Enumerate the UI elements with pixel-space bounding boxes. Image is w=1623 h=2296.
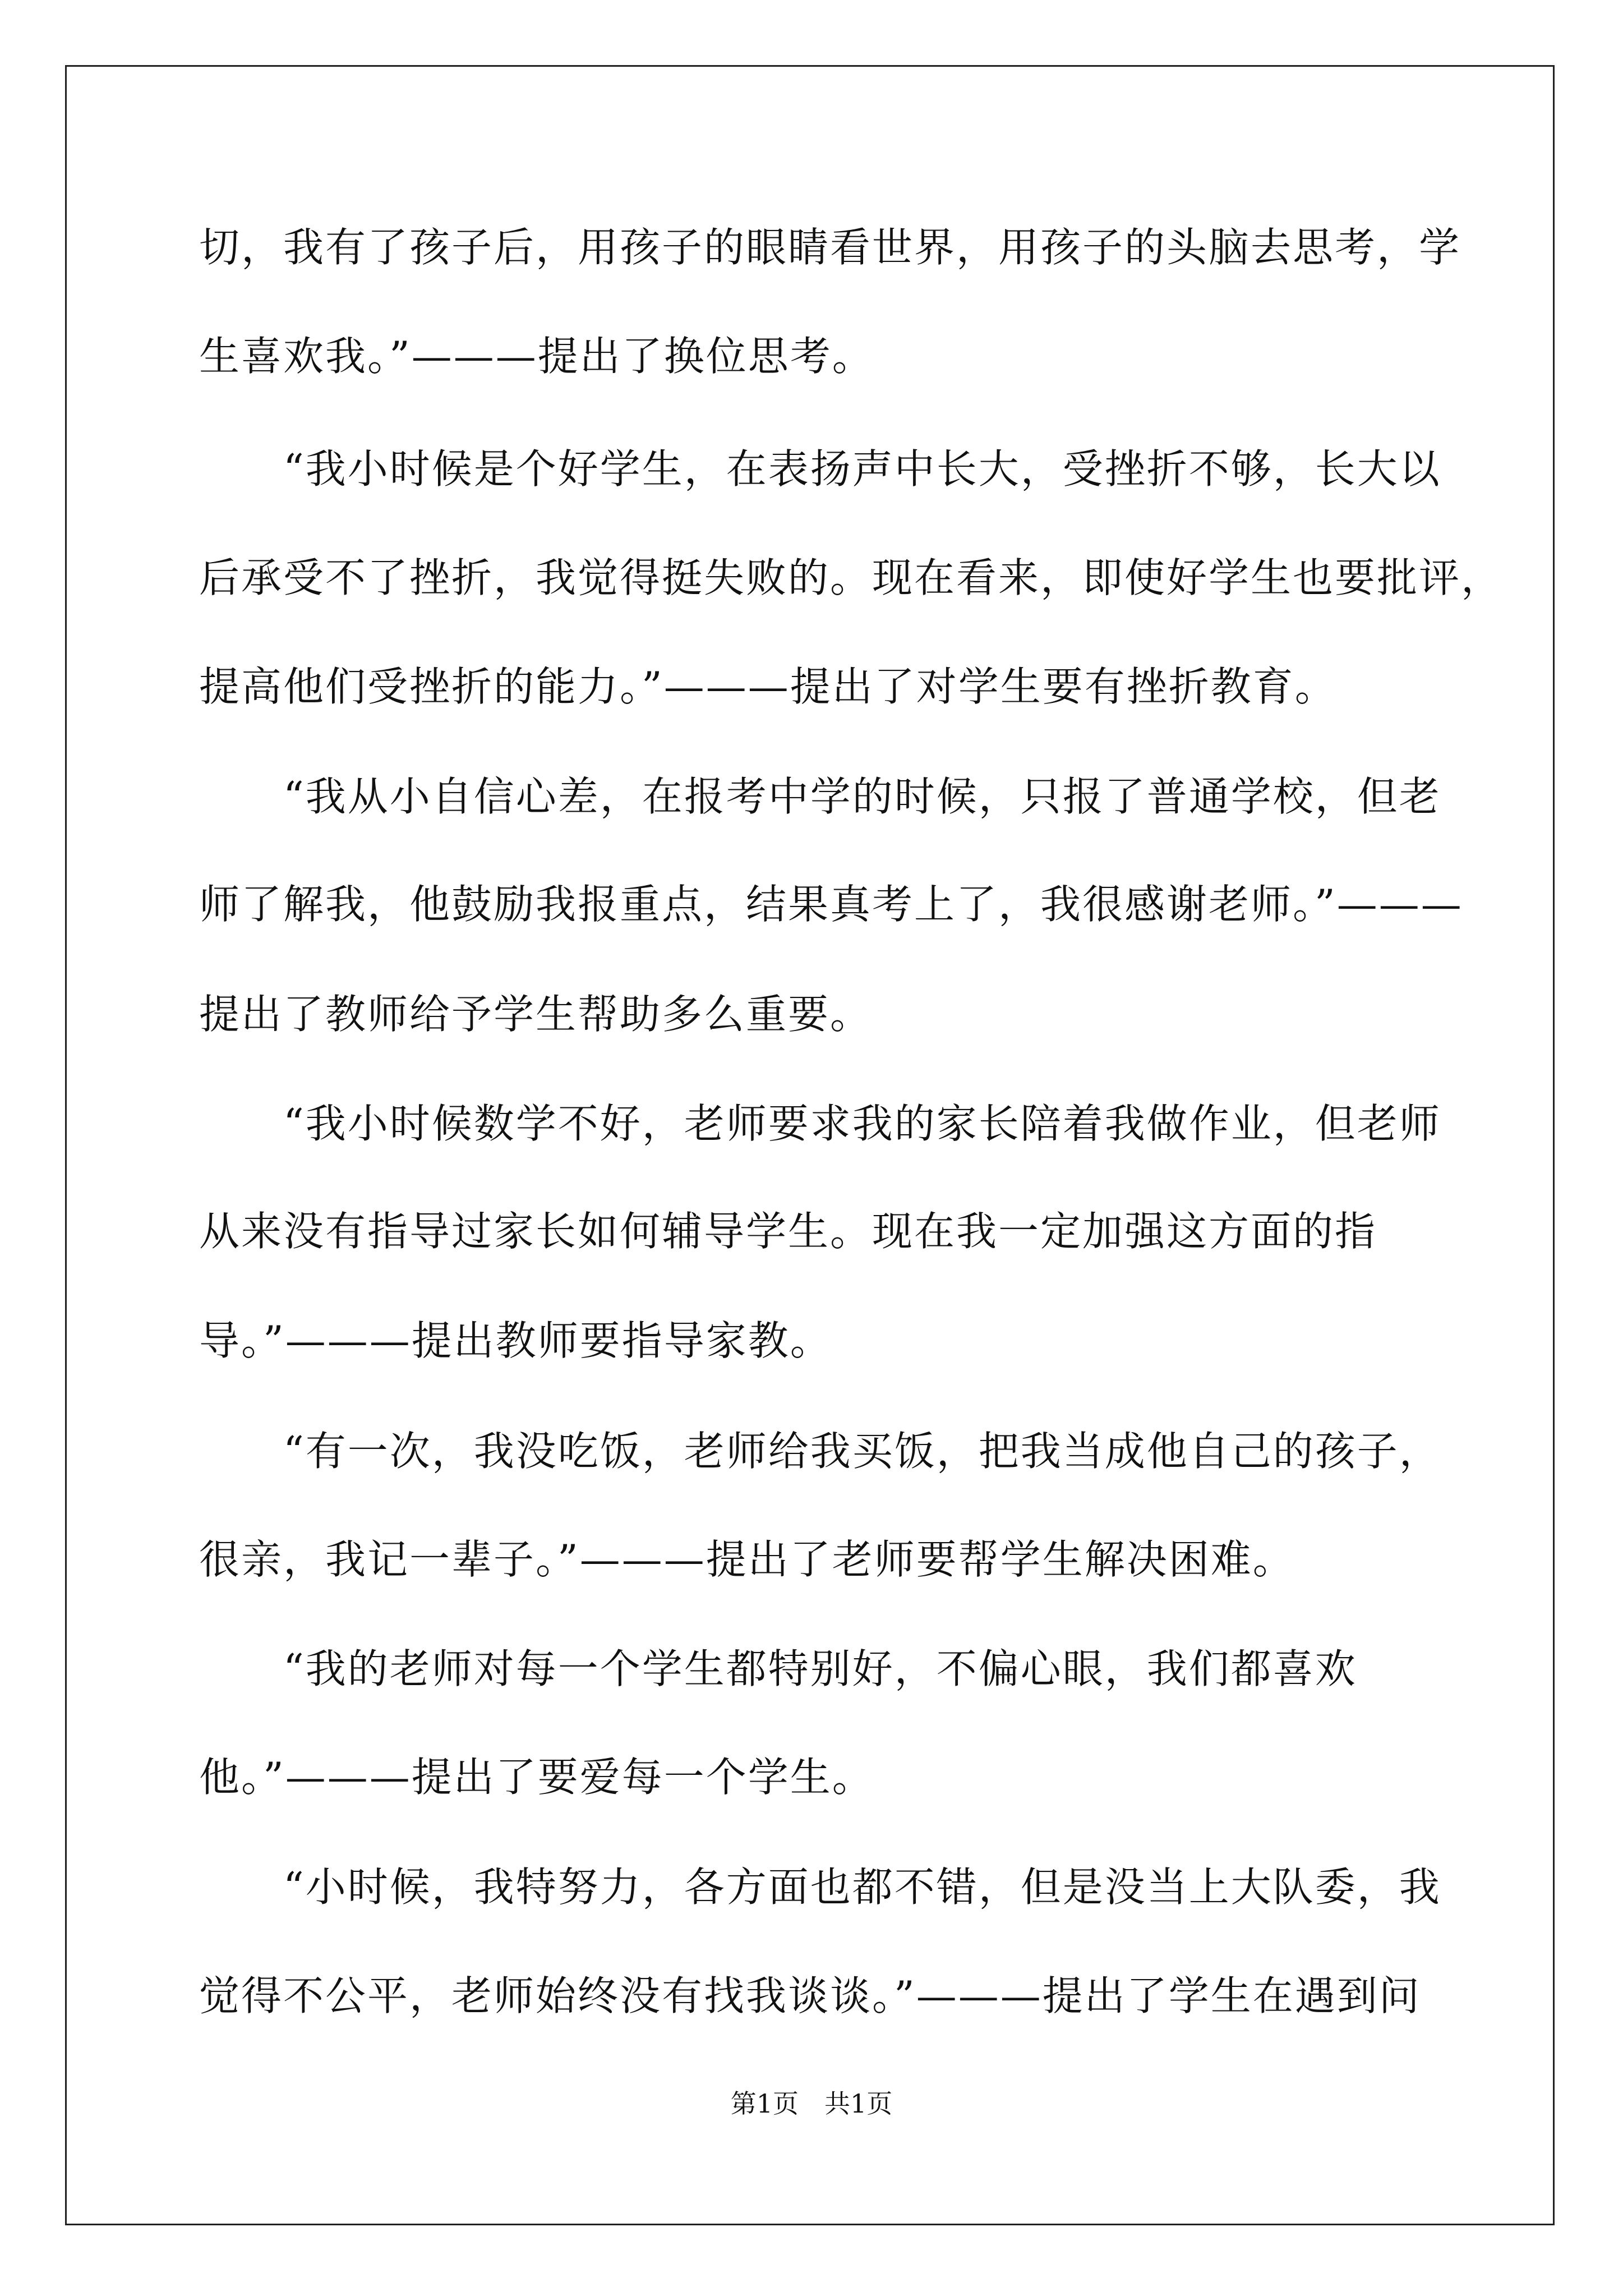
paragraph-start-line: “我小时候是个好学生，在表扬声中长大，受挫折不够，长大以 — [283, 445, 1441, 493]
text-line: 他。”———提出了要爱每一个学生。 — [199, 1754, 874, 1801]
text-line: 切，我有了孩子后，用孩子的眼睛看世界，用孩子的头脑去思考，学 — [199, 224, 1461, 271]
page-number-footer: 第1页 共1页 — [730, 2088, 893, 2119]
text-line: 后承受不了挫折，我觉得挺失败的。现在看来，即使好学生也要批评， — [199, 554, 1504, 601]
text-line: 从来没有指导过家长如何辅导学生。现在我一定加强这方面的指 — [199, 1208, 1377, 1255]
paragraph-start-line: “我从小自信心差，在报考中学的时候，只报了普通学校，但老 — [283, 773, 1441, 820]
paragraph-start-line: “有一次，我没吃饭，老师给我买饭，把我当成他自己的孩子， — [283, 1428, 1441, 1475]
text-line: 导。”———提出教师要指导家教。 — [199, 1317, 832, 1364]
text-line: 生喜欢我。”———提出了换位思考。 — [199, 333, 874, 380]
text-line: 师了解我，他鼓励我报重点，结果真考上了，我很感谢老师。”——— — [199, 881, 1463, 928]
text-line: 提出了教师给予学生帮助多么重要。 — [199, 991, 873, 1038]
text-line: 很亲，我记一辈子。”———提出了老师要帮学生解决困难。 — [199, 1536, 1295, 1583]
paragraph-start-line: “我小时候数学不好，老师要求我的家长陪着我做作业，但老师 — [283, 1100, 1441, 1147]
text-line: 觉得不公平，老师始终没有找我谈谈。”———提出了学生在遇到问 — [199, 1972, 1421, 2019]
text-line: 提高他们受挫折的能力。”———提出了对学生要有挫折教育。 — [199, 663, 1337, 710]
paragraph-start-line: “我的老师对每一个学生都特别好，不偏心眼，我们都喜欢 — [283, 1645, 1357, 1692]
paragraph-start-line: “小时候，我特努力，各方面也都不错，但是没当上大队委，我 — [283, 1864, 1441, 1911]
